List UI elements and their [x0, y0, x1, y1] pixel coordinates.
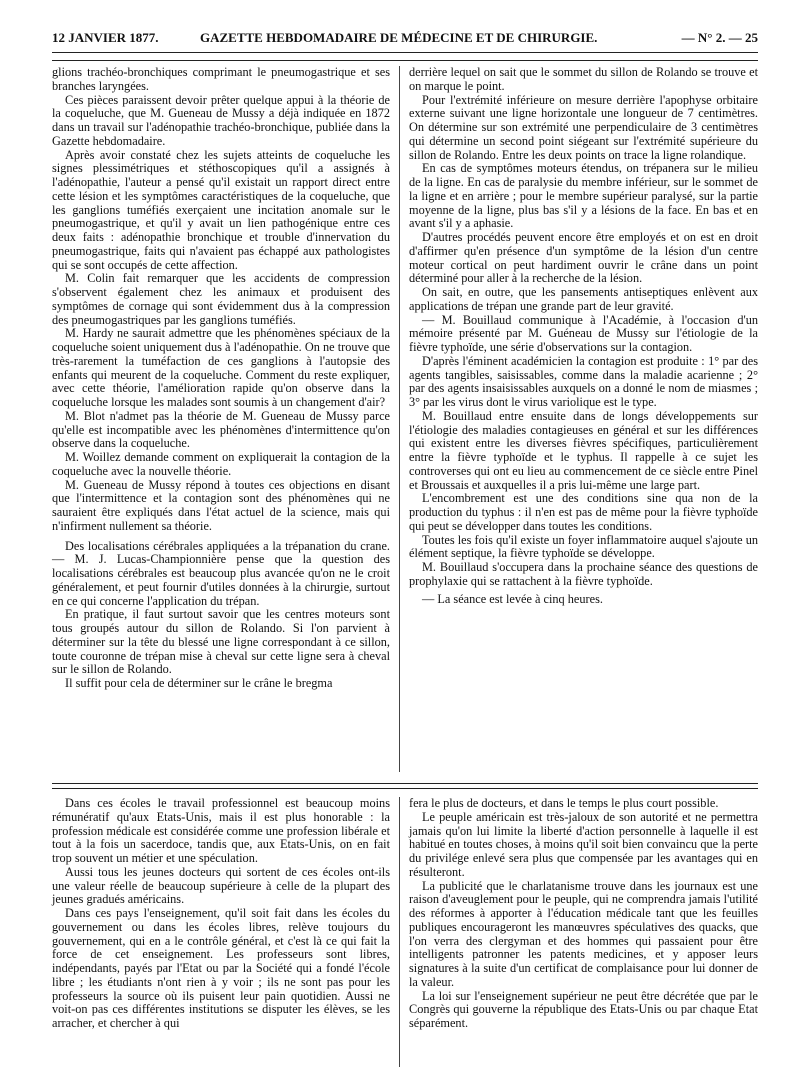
journal-title: GAZETTE HEBDOMADAIRE DE MÉDECINE ET DE CHIRURGIE.	[200, 30, 598, 45]
section-divider-rule	[52, 783, 758, 784]
paragraph: En cas de symptômes moteurs étendus, on trépanera sur le milieu de la ligne. En cas de paralysie du membre inférieur, sur le sommet de la ligne et en arrière ; pour le membre supérieur paralysé, sur la partie moyenne de la ligne, plus bas s'il y a lésions de la face. En bas et en avant s'il y a aphasie.	[409, 161, 758, 231]
column-top-right	[409, 66, 758, 756]
paragraph: D'autres procédés peuvent encore être employés et on est en droit d'affirmer qu'en présence d'un symptôme de la lésion d'un centre moteur cortical on peut hardiment ouvrir le crâne dans un point déterminé pour aller à la recherche de la lésion.	[409, 230, 758, 286]
paragraph: Toutes les fois qu'il existe un foyer inflammatoire auquel s'ajoute un élément septique, la fièvre typhoïde se développe.	[409, 532, 758, 561]
paragraph: — La séance est levée à cinq heures.	[422, 591, 603, 606]
issue-date: 12 JANVIER 1877.	[52, 30, 159, 45]
paragraph: M. Blot n'admet pas la théorie de M. Gueneau de Mussy parce qu'elle est incompatible avec les phénomènes d'intermittence qu'on observe dans la coqueluche.	[52, 408, 390, 451]
paragraph: M. Hardy ne saurait admettre que les phénomènes spéciaux de la coqueluche soient uniquement dus à l'adénopathie. On ne trouve que très-rarement la tuméfaction de ces ganglions à l'autopsie des enfants qui meurent de la coqueluche. Comment du reste expliquer, avec cette théorie, l'amélioration rapide qu'on observe dans la coqueluche lorsque les malades sont soumis à un changement d'air?	[52, 326, 390, 409]
paragraph: L'encombrement est une des conditions sine qua non de la production du typhus : il n'en est pas de même pour la fièvre typhoïde qui peut se développer dans toutes les conditions.	[409, 491, 758, 533]
paragraph: Après avoir constaté chez les sujets atteints de coqueluche les signes plessimétriques et stéthoscopiques qu'il a assignés à l'adénopathie, l'auteur a pensé qu'il existait un rapport direct entre cette lésion et les symptômes caractéristiques de la coqueluche, que les ganglions tuméfiés exerçaient une incitation anomale sur le pneumogastrique, et qu'il y avait un lien pathogénique entre ces deux faits : adénopathie bronchique et trouble d'innervation du pneumogastrique, faits qui n'avaient pas échappé aux pathologistes qui se sont occupés de cette affection.	[52, 147, 390, 272]
column-top-left	[52, 66, 390, 778]
paragraph: M. Bouillaud entre ensuite dans de longs développements sur l'étiologie des maladies contagieuses en général et sur les différences qui existent entre les diverses fièvres spécifiques, particulièrement entre la fièvre typhoïde et le typhus. Il rappelle à ce sujet les controverses qui ont eu lieu au commencement de ce siècle entre Pinel et Broussais et auxquelles il a pris lui-même une large part.	[409, 408, 758, 492]
paragraph: Il suffit pour cela de déterminer sur le crâne le bregma	[65, 676, 333, 690]
issue-page-number: — N° 2. — 25	[681, 30, 758, 45]
paragraph: En pratique, il faut surtout savoir que les centres moteurs sont tous groupés autour du sillon de Rolando. Si l'on parvient à déterminer sur la tête du blessé une ligne correspondant à ce sillon, toute couronne de trépan mise à cheval sur cette ligne sera à cheval sur le sillon de Rolando.	[52, 607, 390, 677]
column-divider-top	[399, 66, 400, 772]
column-divider-bottom	[399, 797, 400, 1067]
header-rule	[52, 52, 758, 53]
paragraph: La publicité que le charlatanisme trouve dans les journaux est une raison d'aveuglement pour le peuple, qui ne comprendra jamais l'utilité des réformes à apporter à l'éducation médicale tant que les feuilles publiques encourageront les manœuvres spéculatives des quacks, que l'on verra des clergyman et des hommes qui passaient pour être intelligents patronner les patents medicines, et y apposer leurs signatures à la suite d'un certificat de complaisance pour lui donner de la valeur.	[409, 878, 758, 989]
page-header	[52, 30, 758, 48]
paragraph: La loi sur l'enseignement supérieur ne peut être décrétée que par le Congrès qui gouverne la république des Etats-Unis ou par chaque Etat séparément.	[409, 988, 758, 1030]
paragraph: M. Woillez demande comment on expliquerait la contagion de la coqueluche avec la nouvelle théorie.	[52, 450, 390, 478]
column-bottom-left	[52, 797, 390, 1067]
paragraph: Ces pièces paraissent devoir prêter quelque appui à la théorie de la coqueluche, que M. Gueneau de Mussy a déjà indiquée en 1872 dans un travail sur l'adénopathie trachéo-bronchique, publiée dans la Gazette hebdomadaire.	[52, 92, 390, 148]
paragraph: D'après l'éminent académicien la contagion est produite : 1° par des agents tangibles, saisissables, comme dans la maladie acarienne ; 2° par des agents insaisissables auxquels on a donné le nom de miasmes ; 3° par les virus dont le virus variolique est le type.	[409, 353, 758, 409]
paragraph: M. Bouillaud s'occupera dans la prochaine séance des questions de prophylaxie qui se rattachent à la fièvre typhoïde.	[409, 560, 758, 588]
paragraph: Aussi tous les jeunes docteurs qui sortent de ces écoles ont-ils une valeur réelle de beaucoup supérieure à celle de la plupart des jeunes gradués américains.	[52, 864, 390, 907]
paragraph: Dans ces écoles le travail professionnel est beaucoup moins rémunératif qu'aux Etats-Unis, mais il est plus honorable : la profession médicale est considérée comme une profession libérale et tout à la fois un sacerdoce, tandis que, aux Etats-Unis, on en fait trop souvent un métier et une spéculation.	[52, 796, 390, 865]
paragraph: fera le plus de docteurs, et dans le temps le plus court possible.	[409, 796, 719, 810]
paragraph: M. Colin fait remarquer que les accidents de compression s'observent également chez les animaux et produisent des symptômes de cornage qui sont évidemment dus à la compression des pneumogastriques par les ganglions tuméfiés.	[52, 271, 390, 327]
paragraph: Le peuple américain est très-jaloux de son autorité et ne permettra jamais qu'on lui limite la liberté d'action personnelle à laquelle il est habitué en toutes choses, à moins qu'il soit bien convaincu que la perte du privilége enlevé sera plus que compensée par les avantages qui en résulteront.	[409, 809, 758, 879]
section-divider-rule-lower	[52, 788, 758, 789]
column-bottom-right	[409, 797, 758, 1067]
paragraph: Pour l'extrémité inférieure on mesure derrière l'apophyse orbitaire externe suivant une ligne horizontale une longueur de 7 centimètres. On détermine sur son extrémité une perpendiculaire de 3 centimètres qui détermine un second point siégeant sur l'extrémité supérieure du sillon de Rolando. Entre les deux points on trace la ligne rolandique.	[409, 92, 758, 162]
header-rule-lower	[52, 60, 758, 61]
section-heading-paragraph: Des localisations cérébrales appliquées a la trépanation du crane. — M. J. Lucas-Championnière pense que la question des localisations cérébrales est beaucoup plus avancée qu'on ne le croit généralement, et peut fournir d'utiles données à la chirurgie, surtout en ce qui concerne l'application du trépan.	[52, 538, 390, 608]
paragraph: M. Gueneau de Mussy répond à toutes ces objections en disant que l'intermittence et la contagion sont des phénomènes qui ne sauraient être expliqués dans l'état actuel de la science, mais qui n'infirment nullement sa théorie.	[52, 477, 390, 533]
paragraph: On sait, en outre, que les pansements antiseptiques enlèvent aux applications de trépan une grande part de leur gravité.	[409, 285, 758, 313]
paragraph: derrière lequel on sait que le sommet du sillon de Rolando se trouve et on marque le point.	[409, 65, 758, 93]
paragraph: glions trachéo-bronchiques comprimant le pneumogastrique et ses branches laryngées.	[52, 65, 390, 93]
paragraph: Dans ces pays l'enseignement, qu'il soit fait dans les écoles du gouvernement ou dans les écoles libres, relève toujours du gouvernement, qui en a le contrôle général, et c'est là ce qui fait la force de cet enseignement. Les professeurs sont libres, indépendants, payés par l'Etat ou par la Société qui a fondé l'école libre ; les étudiants n'ont rien à y voir ; ils ne sont pas pour les professeurs la source où ils puisent leur pain quotidien. Aussi ne voit-on pas ces différentes institutions se disputer les élèves, se les arracher, et chercher à qui	[52, 906, 390, 1030]
paragraph: — M. Bouillaud communique à l'Académie, à l'occasion d'un mémoire présenté par M. Guéneau de Mussy sur l'étiologie de la fièvre typhoïde, une série d'observations sur la contagion.	[409, 312, 758, 354]
